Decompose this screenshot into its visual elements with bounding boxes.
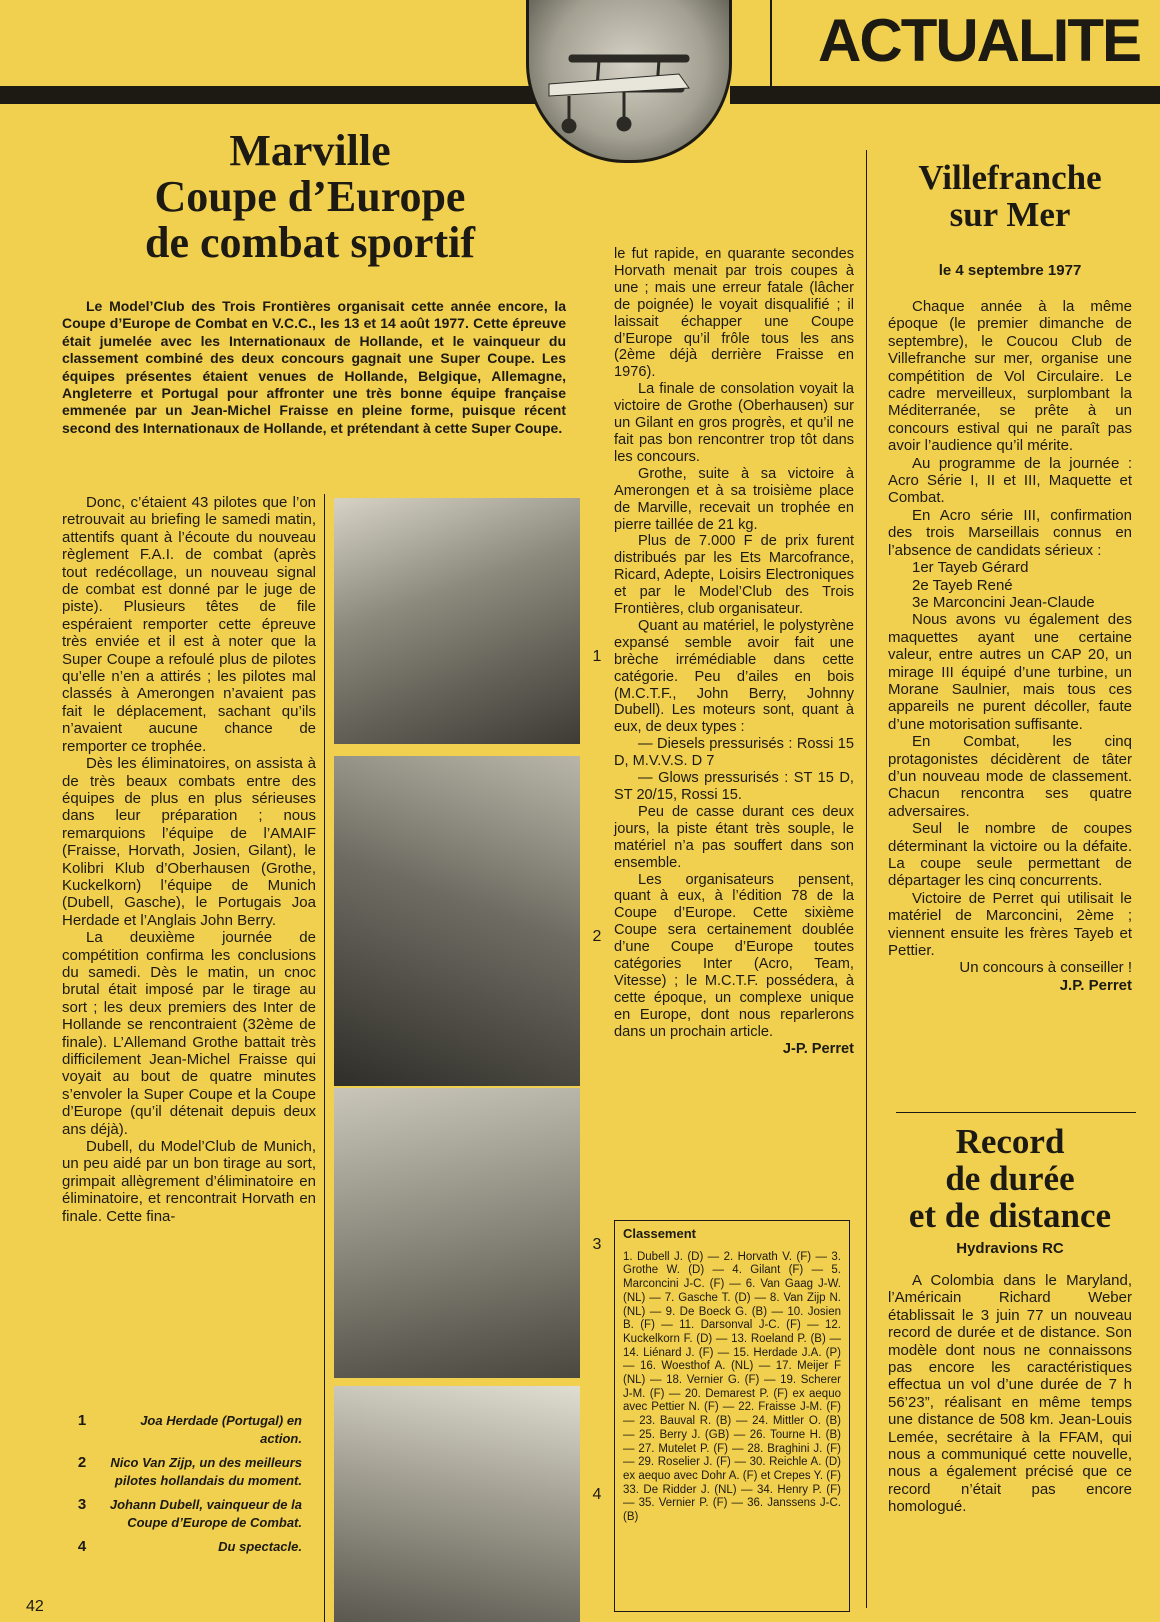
caption-2: 2 Nico Van Zijp, un des meilleurs pilotes hollandais du moment. xyxy=(77,1454,302,1488)
side-title-1-line-2: sur Mer xyxy=(949,194,1071,234)
paragraph: — Glows pressurisés : ST 15 D, ST 20/15, Rossi 15. xyxy=(614,770,854,803)
section-divider xyxy=(896,1112,1136,1113)
paragraph: Nous avons vu également des maquettes ayant une certaine valeur, entre autres un CAP 20, un mirage III équipé d’une turbine, un Morane Saulnier, mais tous ces appareils ne purent décoller, faute d’une motorisation suffisante. xyxy=(888,611,1132,733)
caption-3: 3 Johann Dubell, vainqueur de la Coupe d’Europe de Combat. xyxy=(77,1496,302,1530)
side-title-2-line-3: et de distance xyxy=(908,1195,1112,1235)
paragraph: Quant au matériel, le polystyrène expansé semble avoir fait une brèche irrémédiable dans cette catégorie. Peu d’ailes en bois (M.C.T.F., John Berry, Johnny Dubell). Les moteurs sont, quant à eux, de deux types : xyxy=(614,617,854,736)
paragraph: Grothe, suite à sa victoire à Amerongen et à sa troisième place de Marville, recevait un trophée en pierre taillée de 21 kg. xyxy=(614,465,854,533)
side-title-2 xyxy=(876,1124,1144,1234)
main-title xyxy=(40,128,580,267)
photo-3 xyxy=(334,1088,580,1378)
paragraph: Donc, c’étaient 43 pilotes que l’on retrouvait au briefing le samedi matin, attentifs quant à l’écoute du nouveau règlement F.A.I. de combat (après tout redécollage, un nouveau signal de combat est donné par le juge de piste). Plusieurs têtes de file espéraient remporter cette épreuve très enviée et il est à noter que la Super Coupe a refoulé plus de pilotes qu’elle n’en a attirés ; les pilotes mal classés à Amerongen n’avaient pas fait le déplacement, sachant qu’ils n’avaient aucune chance de remporter ce trophée. xyxy=(62,494,316,755)
paragraph: Les organisateurs pensent, quant à eux, à l’édition 78 de la Coupe d’Europe. Cette sixième Coupe sera certainement doublée d’une Coupe d’Europe toutes catégories Inter (Acro, Team, Vitesse) ; le M.C.T.F. possédera, à cette époque, un complexe unique en Europe, dont nous reparlerons dans un prochain article. xyxy=(614,871,854,1040)
paragraph: Dubell, du Model’Club de Munich, un peu aidé par un bon tirage au sort, grimpait allègrement d’éliminatoire en éliminatoire, et rencontrait Horvath en finale. Cette fina- xyxy=(62,1138,316,1225)
paragraph: Seul le nombre de coupes déterminant la victoire ou la défaite. La coupe seule permettant de départager les cinq concurrents. xyxy=(888,820,1132,890)
side-column-1 xyxy=(888,298,1132,994)
main-title-line-3: de combat sportif xyxy=(145,218,475,268)
results-list: 1. Dubell J. (D) — 2. Horvath V. (F) — 3. Grothe W. (D) — 4. Gilant (F) — 5. Marconcini J-C. (F) — 6. Van Gaag J-W. (NL) — 7. Gasche T. (D) — 8. Van Zijp N. (NL) — 9. De Boeck G. (B) — 10. Josien B. (F) — 11. Darsonval J-C. (F) — 12. Kuckelkorn F. (D) — 13. Roeland P. (B) — 14. Liénard J. (F) — 15. Herdade J.A. (P) — 16. Woesthof A. (NL) — 17. Meijer F (NL) — 18. Vernier G. (F) — 19. Scherer J-M. (F) — 20. Demarest P. (F) ex aequo avec Pettier N. (F) — 22. Fraisse J-M. (F) — 23. Bauval R. (B) — 24. Mittler O. (B) — 25. Berry J. (GB) — 26. Tourne H. (B) — 27. Mutelet P. (F) — 28. Braghini J. (F) — 29. Roselier J. (F) — 30. Reichle A. (D) ex aequo avec Dohr A. (F) et Crepes Y. (F) 33. De Ridder J. (NL) — 34. Henry P. (F) — 35. Vernier P. (F) — 36. Janssens J-C. (B) xyxy=(623,1250,841,1524)
paragraph: le fut rapide, en quarante secondes Horvath menait par trois coupes à une ; mais une erreur fatale (lâcher de poignée) le voyait disqualifié ; il laissait échapper une Coupe d’Europe qu’il frôle tous les ans (2ème déjà derrière Fraisse en 1976). xyxy=(614,246,854,381)
paragraph: Plus de 7.000 F de prix furent distribués par les Ets Marcofrance, Ricard, Adepte, Loisirs Electroniques et par le Model’Club des Trois Frontières, club organisateur. xyxy=(614,533,854,618)
side-title-2-line-2: de durée xyxy=(945,1158,1075,1198)
column-divider xyxy=(324,494,325,1622)
paragraph: Chaque année à la même époque (le premier dimanche de septembre), le Coucou Club de Villefranche sur mer, organise une compétition de Vol Circulaire. Le cadre merveilleux, surplombant la Méditerranée, se prête à un concours estival qui ne paraît pas avoir l’audience qu’il mérite. xyxy=(888,298,1132,455)
paragraph: 2e Tayeb René xyxy=(912,576,1013,594)
paragraph: — Diesels pressurisés : Rossi 15 D, M.V.V.S. D 7 xyxy=(614,736,854,770)
photo-1 xyxy=(334,498,580,744)
paragraph: Au programme de la journée : Acro Série I, II et III, Maquette et Combat. xyxy=(888,454,1132,507)
photo-number-4: 4 xyxy=(592,1486,602,1503)
photo-number-2: 2 xyxy=(592,928,602,945)
side-subtitle: Hydravions RC xyxy=(956,1240,1064,1257)
paragraph: 1er Tayeb Gérard xyxy=(912,559,1029,577)
main-title-line-1: Marville xyxy=(229,126,391,175)
paragraph: La finale de consolation voyait la victoire de Grothe (Oberhausen) sur un Gilant en gros progrès, et qu’il ne fait pas bon rencontrer trop tôt dans les concours. xyxy=(614,381,854,465)
results-box xyxy=(614,1220,850,1612)
side-title-1-line-1: Villefranche xyxy=(918,158,1102,197)
results-title: Classement xyxy=(623,1226,696,1241)
paragraph: Dès les éliminatoires, on assista à de très beaux combats entre des équipes de plus en plus sérieuses dans leur préparation ; nous remarquions l’équipe de l’AMAIF (Fraisse, Horvath, Josien, Gilant), le Kolibri Klub d’Oberhausen (Grothe, Kuckelkorn) l’équipe de Munich (Dubell, Gasche), le Portugais Joa Herdade et l’Anglais John Berry. xyxy=(62,755,316,929)
page-number: 42 xyxy=(26,1598,44,1615)
paragraph: La deuxième journée de compétition confirma les conclusions du samedi. Dès le matin, un cnoc brutal était imposé par le tirage au sort ; les deux premiers des Inter de Hollande se rencontraient (32ème de finale). L’Allemand Grothe battait très difficilement Jean-Michel Fraisse qui voyait au bout de quatre minutes s’envoler la Super Coupe et la Coupe d’Europe (qu’il détenait depuis deux ans déjà). xyxy=(62,929,316,1138)
paragraph: En Acro série III, confirmation des trois Marseillais connus en l’absence de candidats sérieux : xyxy=(888,506,1132,559)
article-column-1 xyxy=(62,494,316,1225)
photo-number-1: 1 xyxy=(592,648,602,665)
paragraph: Un concours à conseiller ! xyxy=(959,959,1132,977)
header-rule-right xyxy=(730,86,1160,104)
signature: J-P. Perret xyxy=(782,1040,854,1057)
paragraph: Victoire de Perret qui utilisait le matériel de Marconcini, 2ème ; viennent ensuite les frères Tayeb et Pettier. xyxy=(888,889,1132,960)
column-divider xyxy=(866,150,867,1608)
caption-1: 1 Joa Herdade (Portugal) en action. xyxy=(77,1412,302,1446)
header-rule-left xyxy=(0,86,540,104)
photo-4 xyxy=(334,1386,580,1622)
photo-number-3: 3 xyxy=(592,1236,602,1253)
section-title: ACTUALITE xyxy=(818,7,1140,74)
paragraph: A Colombia dans le Maryland, l’Américain Richard Weber établissait le 3 juin 77 un nouveau record de durée et de distance. Son modèle dont nous ne connaissons pas encore les caractéristiques effectua un vol d’une durée de 7 h 56’23”, réalisant en même temps une distance de 508 km. Jean-Louis Lemée, secrétaire à la FFAM, qui nous a communiqué cette nouvelle, nous a également précisé que ce record n’était pas encore homologué. xyxy=(888,1272,1132,1516)
lead-paragraph: Le Model’Club des Trois Frontières organisait cette année encore, la Coupe d’Europe de Combat en V.C.C., les 13 et 14 août 1977. Cette épreuve était jumelée avec les Internationaux de Hollande, et le vainqueur du classement combiné des deux concours gagnait une Super Coupe. Les équipes présentes étaient venues de Hollande, Belgique, Allemagne, Angleterre et Portugal pour affronter une très bonne équipe française emmenée par un Jean-Michel Fraisse en pleine forme, puisque récent second des Internationaux de Hollande, et prétendant à cette Super Coupe. xyxy=(62,298,566,436)
photo-2 xyxy=(334,756,580,1086)
side-column-2 xyxy=(888,1272,1132,1516)
side-title-1 xyxy=(876,160,1144,234)
paragraph: 3e Marconcini Jean-Claude xyxy=(912,593,1095,611)
photo-captions xyxy=(62,1412,302,1562)
side-date: le 4 septembre 1977 xyxy=(938,262,1082,279)
signature: J.P. Perret xyxy=(1059,976,1132,994)
main-title-line-2: Coupe d’Europe xyxy=(154,172,466,222)
header-divider xyxy=(770,0,772,86)
article-column-2 xyxy=(614,246,854,1058)
paragraph: Peu de casse durant ces deux jours, la piste étant très souple, le matériel n’a pas souffert dans son ensemble. xyxy=(614,803,854,871)
paragraph: En Combat, les cinq protagonistes décidèrent de tâter d’un nouveau mode de classement. Chacun rencontra ses quatre adversaires. xyxy=(888,733,1132,820)
side-title-2-line-1: Record xyxy=(955,1122,1065,1161)
caption-4: 4 Du spectacle. xyxy=(77,1538,302,1555)
